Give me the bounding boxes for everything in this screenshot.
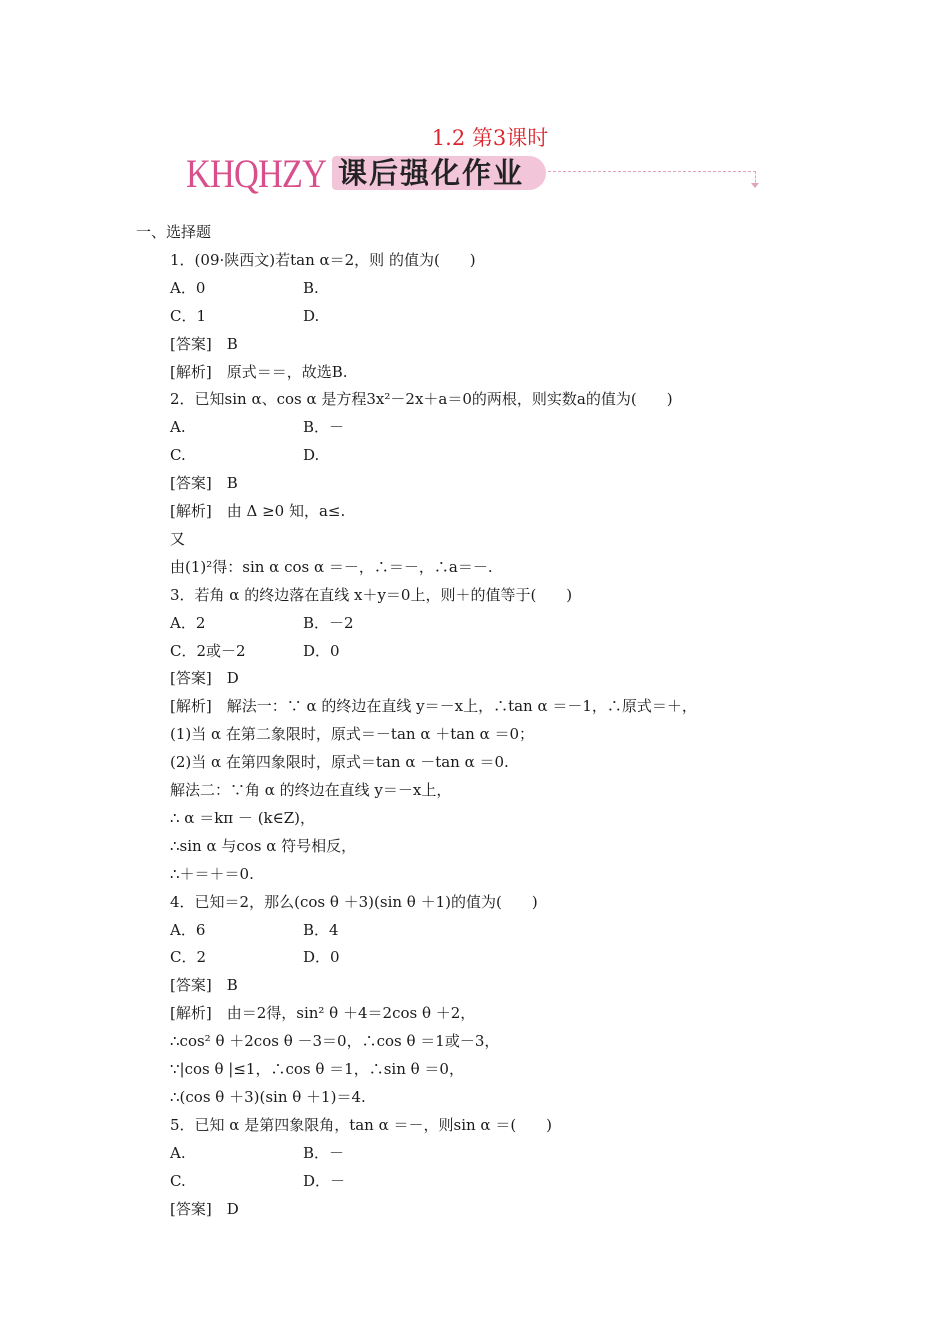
text-line: ∴ α ＝kπ － (k∈Z)， xyxy=(170,808,316,827)
text-line: [解析] 由 Δ ≥0 知，a≤. xyxy=(170,502,346,520)
text-line: 3．若角 α 的终边落在直线 x＋y＝0上，则＋的值等于( ) xyxy=(170,585,573,604)
text-line: A. xyxy=(170,1143,186,1162)
text-line: [答案] D xyxy=(170,669,239,688)
option-right: D. xyxy=(303,306,320,325)
text-line: A．6 xyxy=(170,920,206,939)
text-line: C．2 xyxy=(170,948,207,967)
banner-dashed-line xyxy=(548,171,756,172)
text-line: A. xyxy=(170,418,186,437)
option-right: D．－ xyxy=(303,1171,346,1190)
text-line: 2．已知sin α、cos α 是方程3x²－2x＋a＝0的两根，则实数a的值为( ) xyxy=(170,390,673,409)
arrow-down-icon xyxy=(751,183,759,188)
option-right: B．－2 xyxy=(303,613,354,632)
text-line: ∴sin α 与cos α 符号相反， xyxy=(170,836,357,855)
text-line: 又 xyxy=(170,529,186,548)
option-right: B. xyxy=(303,278,319,297)
text-line: [答案] B xyxy=(170,334,238,353)
text-line: C．1 xyxy=(170,306,207,325)
option-right: D．0 xyxy=(303,948,340,967)
text-line: ∴cos² θ ＋2cos θ －3＝0，∴cos θ ＝1或－3， xyxy=(170,1032,500,1051)
homework-banner xyxy=(186,150,766,198)
page-title: 1.2 第3课时 xyxy=(431,126,549,150)
text-line: C. xyxy=(170,446,186,465)
text-line: (2)当 α 在第四象限时，原式＝tan α －tan α ＝0. xyxy=(170,753,509,772)
text-line: C．2或－2 xyxy=(170,641,246,660)
option-right: B．4 xyxy=(303,920,339,939)
text-line: ∴(cos θ ＋3)(sin θ ＋1)＝4. xyxy=(170,1087,366,1106)
text-line: 由(1)²得：sin α cos α ＝－，∴＝－，∴a＝－. xyxy=(170,557,493,576)
text-line: 解法二：∵角 α 的终边在直线 y＝－x上， xyxy=(170,781,452,799)
text-line: [解析] 原式＝＝，故选B. xyxy=(170,362,348,381)
text-line: [答案] B xyxy=(170,976,238,995)
option-right: D. xyxy=(303,446,320,465)
option-right: B．－ xyxy=(303,418,345,437)
banner-text: 课后强化作业 xyxy=(338,156,525,190)
text-line: A．2 xyxy=(170,613,206,632)
option-right: B．－ xyxy=(303,1143,345,1162)
text-line: 4．已知＝2，那么(cos θ ＋3)(sin θ ＋1)的值为( ) xyxy=(170,892,538,911)
text-line: A．0 xyxy=(170,278,206,297)
text-line: [答案] D xyxy=(170,1199,239,1218)
option-right: D．0 xyxy=(303,641,340,660)
text-line: 1．(09·陕西文)若tan α＝2，则 的值为( ) xyxy=(170,250,476,269)
text-line: ∴＋＝＋＝0. xyxy=(170,864,254,883)
text-line: C. xyxy=(170,1171,186,1190)
section-heading: 一、选择题 xyxy=(136,223,212,241)
banner-logo: KHQHZY xyxy=(186,151,327,196)
text-line: [解析] 解法一：∵ α 的终边在直线 y＝－x上，∴tan α ＝－1，∴原式＝＋， xyxy=(170,697,697,716)
text-line: [答案] B xyxy=(170,474,238,493)
text-line: (1)当 α 在第二象限时，原式＝－tan α ＋tan α ＝0； xyxy=(170,725,535,744)
text-line: ∵|cos θ |≤1，∴cos θ ＝1，∴sin θ ＝0， xyxy=(170,1060,464,1078)
text-line: 5．已知 α 是第四象限角，tan α ＝－，则sin α ＝( ) xyxy=(170,1115,553,1134)
text-line: [解析] 由＝2得，sin² θ ＋4＝2cos θ ＋2， xyxy=(170,1004,476,1023)
